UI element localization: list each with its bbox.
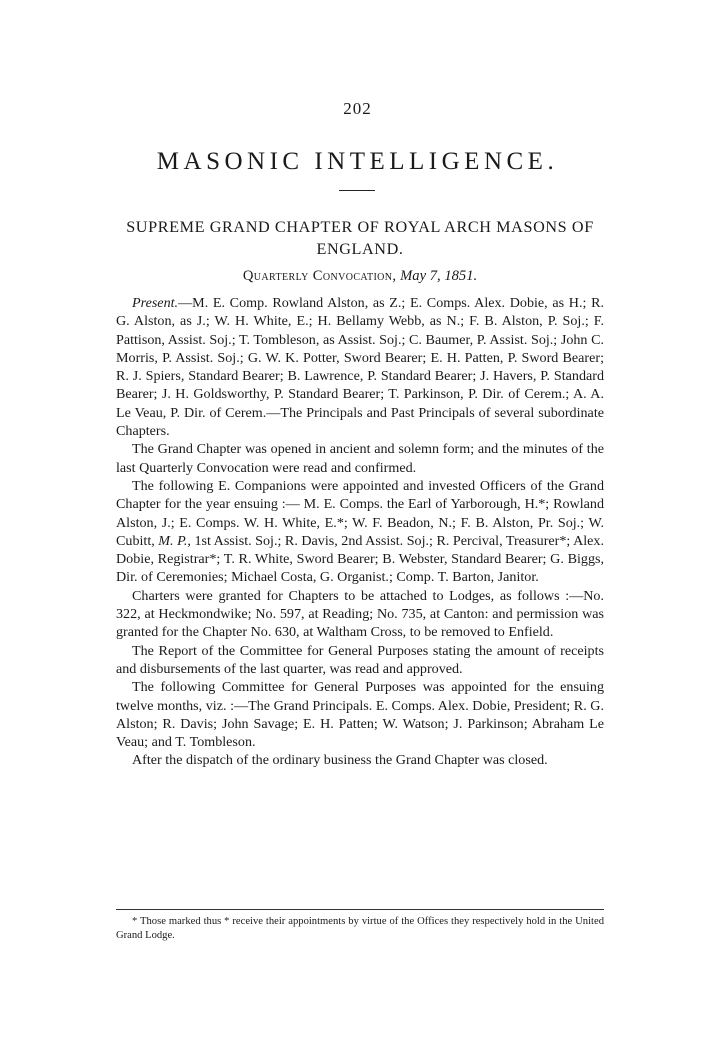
closing-paragraph: After the dispatch of the ordinary business the Grand Chapter was closed. <box>132 752 548 769</box>
footnote: * Those marked thus * receive their appointments by virtue of the Offices they respectively hold in the United Grand Lodge. <box>116 916 604 941</box>
present-text: —M. E. Comp. Rowland Alston, as Z.; E. Comps. Alex. Dobie, as H.; R. G. Alston, as J.; W. H. White, E.; H. Bellamy Webb, as N.; F. B. Alston, P. Soj.; F. Pattison, Assist. Soj.; T. Tombleson, as Assist. Soj.; C. Baumer, P. Assist. Soj.; John C. Morris, P. Assist. Soj.; G. W. K. Potter, Sword Bearer; E. H. Patten, P. Sword Bearer; R. J. Spiers, Standard Bearer; B. Lawrence, P. Standard Bearer; J. Havers, P. Standard Bearer; J. H. Goldsworthy, P. Standard Bearer; T. Parkinson, P. Dir. of Cerem.; A. A. Le Veau, P. Dir. of Cerem.—The Principals and Past Principals of several subordinate Chapters. <box>116 295 604 440</box>
officers-paragraph <box>116 477 604 587</box>
title-divider <box>339 190 375 191</box>
article-body <box>116 294 604 770</box>
charters-paragraph: Charters were granted for Chapters to be attached to Lodges, as follows :—No. 322, at Heckmondwike; No. 597, at Reading; No. 735, at Canton: and permission was granted for the Chapter No. 630, at Waltham Cross, to be removed to Enfield. <box>116 587 604 641</box>
present-label: Present. <box>132 295 179 311</box>
convocation-heading <box>116 268 604 285</box>
convocation-date: May 7, 1851. <box>400 268 478 284</box>
opening-paragraph: The Grand Chapter was opened in ancient and solemn form; and the minutes of the last Quarterly Convocation were read and confirmed. <box>116 441 604 476</box>
present-paragraph <box>116 294 604 440</box>
officers-mp: M. P. <box>158 532 188 549</box>
chapter-title: SUPREME GRAND CHAPTER OF ROYAL ARCH MASONS OF ENGLAND. <box>126 218 594 258</box>
officers-text-a: The following E. Companions were appointed and invested Officers of the Grand Chapter for the year ensuing :— M. E. Comps. the Earl of Yarborough, H.*; Rowland Alston, J.; E. Comps. W. H. White, E.*; W. F. Beadon, N.; F. B. Alston, Pr. Soj.; W. Cubitt, <box>116 477 604 549</box>
footnote-divider <box>116 909 604 910</box>
officers-text-b: , 1st Assist. Soj.; R. Davis, 2nd Assist. Soj.; R. Percival, Treasurer*; Alex. Dobie, Registrar*; T. R. White, Sword Bearer; B. Webster, Standard Bearer; G. Biggs, Dir. of Ceremonies; Michael Costa, G. Organist.; Comp. T. Barton, Janitor. <box>116 532 604 586</box>
page-number: 202 <box>343 99 372 118</box>
journal-title: MASONIC INTELLIGENCE. <box>156 148 559 175</box>
committee-paragraph: The following Committee for General Purposes was appointed for the ensuing twelve months, viz. :—The Grand Principals. E. Comps. Alex. Dobie, President; R. G. Alston; R. Davis; John Savage; E. H. Patten; W. Watson; J. Parkinson; Abraham Le Veau; and T. Tombleson. <box>116 679 604 751</box>
report-paragraph: The Report of the Committee for General Purposes stating the amount of receipts and disbursements of the last quarter, was read and approved. <box>116 642 604 677</box>
convocation-label: Quarterly Convocation, <box>242 268 397 284</box>
